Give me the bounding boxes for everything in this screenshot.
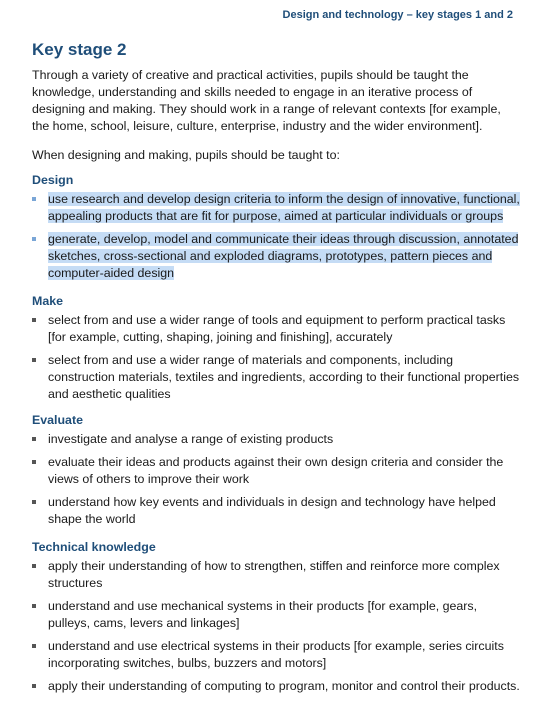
section-heading-technical-knowledge: Technical knowledge	[32, 540, 156, 554]
list-item-text[interactable]: understand and use electrical systems in their products [for example, series circuits incorporating switches, bulbs, buzzers and motors]	[48, 639, 504, 670]
bullet-icon	[32, 500, 36, 504]
list-item-text[interactable]: select from and use a wider range of tools and equipment to perform practical tasks [for example, cutting, shaping, joining and finishing], accurately	[48, 313, 506, 344]
evaluate-list	[32, 431, 522, 534]
list-item[interactable]	[32, 494, 522, 528]
section-heading-design: Design	[32, 173, 74, 187]
make-list	[32, 312, 522, 409]
bullet-icon	[32, 318, 36, 322]
list-item-text[interactable]: select from and use a wider range of materials and components, including construction materials, textiles and ingredients, according to their functional properties and aesthetic qualities	[48, 353, 520, 401]
list-item[interactable]	[32, 638, 522, 672]
list-item[interactable]	[32, 558, 522, 592]
list-item[interactable]	[32, 678, 522, 695]
list-item[interactable]	[32, 231, 522, 282]
list-item-text[interactable]: investigate and analyse a range of existing products	[48, 432, 334, 446]
list-item-text[interactable]: apply their understanding of computing to program, monitor and control their products.	[48, 679, 520, 693]
list-item[interactable]	[32, 598, 522, 632]
intro-paragraph[interactable]: Through a variety of creative and practical activities, pupils should be taught the knowledge, understanding and skills needed to engage in an iterative process of designing and making. They should work in a range of relevant contexts [for example, the home, school, leisure, culture, enterprise, industry and the wider environment].	[32, 68, 501, 133]
list-item[interactable]	[32, 191, 522, 225]
lead-in-text[interactable]: When designing and making, pupils should be taught to:	[32, 148, 340, 162]
bullet-icon	[32, 437, 36, 441]
list-item[interactable]	[32, 431, 522, 448]
list-item[interactable]	[32, 454, 522, 488]
selected-text[interactable]: use research and develop design criteria to inform the design of innovative, functional, appealing products that are fit for purpose, aimed at particular individuals or groups	[48, 192, 520, 223]
selected-text[interactable]: generate, develop, model and communicate their ideas through discussion, annotated sketches, cross-sectional and exploded diagrams, prototypes, pattern pieces and computer-aided design	[48, 232, 519, 280]
bullet-icon	[32, 564, 36, 568]
list-item[interactable]	[32, 312, 522, 346]
bullet-icon	[32, 604, 36, 608]
page-title: Key stage 2	[32, 40, 127, 59]
technical-knowledge-list	[32, 558, 522, 701]
bullet-icon	[32, 237, 36, 241]
bullet-icon	[32, 358, 36, 362]
bullet-icon	[32, 197, 36, 201]
bullet-icon	[32, 684, 36, 688]
list-item-text[interactable]: understand and use mechanical systems in their products [for example, gears, pulleys, cams, levers and linkages]	[48, 599, 478, 630]
list-item[interactable]	[32, 352, 522, 403]
list-item-text[interactable]: evaluate their ideas and products against their own design criteria and consider the views of others to improve their work	[48, 455, 504, 486]
section-heading-evaluate: Evaluate	[32, 413, 83, 427]
design-list	[32, 191, 522, 288]
running-header: Design and technology – key stages 1 and 2	[282, 9, 513, 21]
section-heading-make: Make	[32, 294, 63, 308]
bullet-icon	[32, 644, 36, 648]
bullet-icon	[32, 460, 36, 464]
list-item-text[interactable]: understand how key events and individuals in design and technology have helped shape the world	[48, 495, 496, 526]
list-item-text[interactable]: apply their understanding of how to strengthen, stiffen and reinforce more complex structures	[48, 559, 500, 590]
